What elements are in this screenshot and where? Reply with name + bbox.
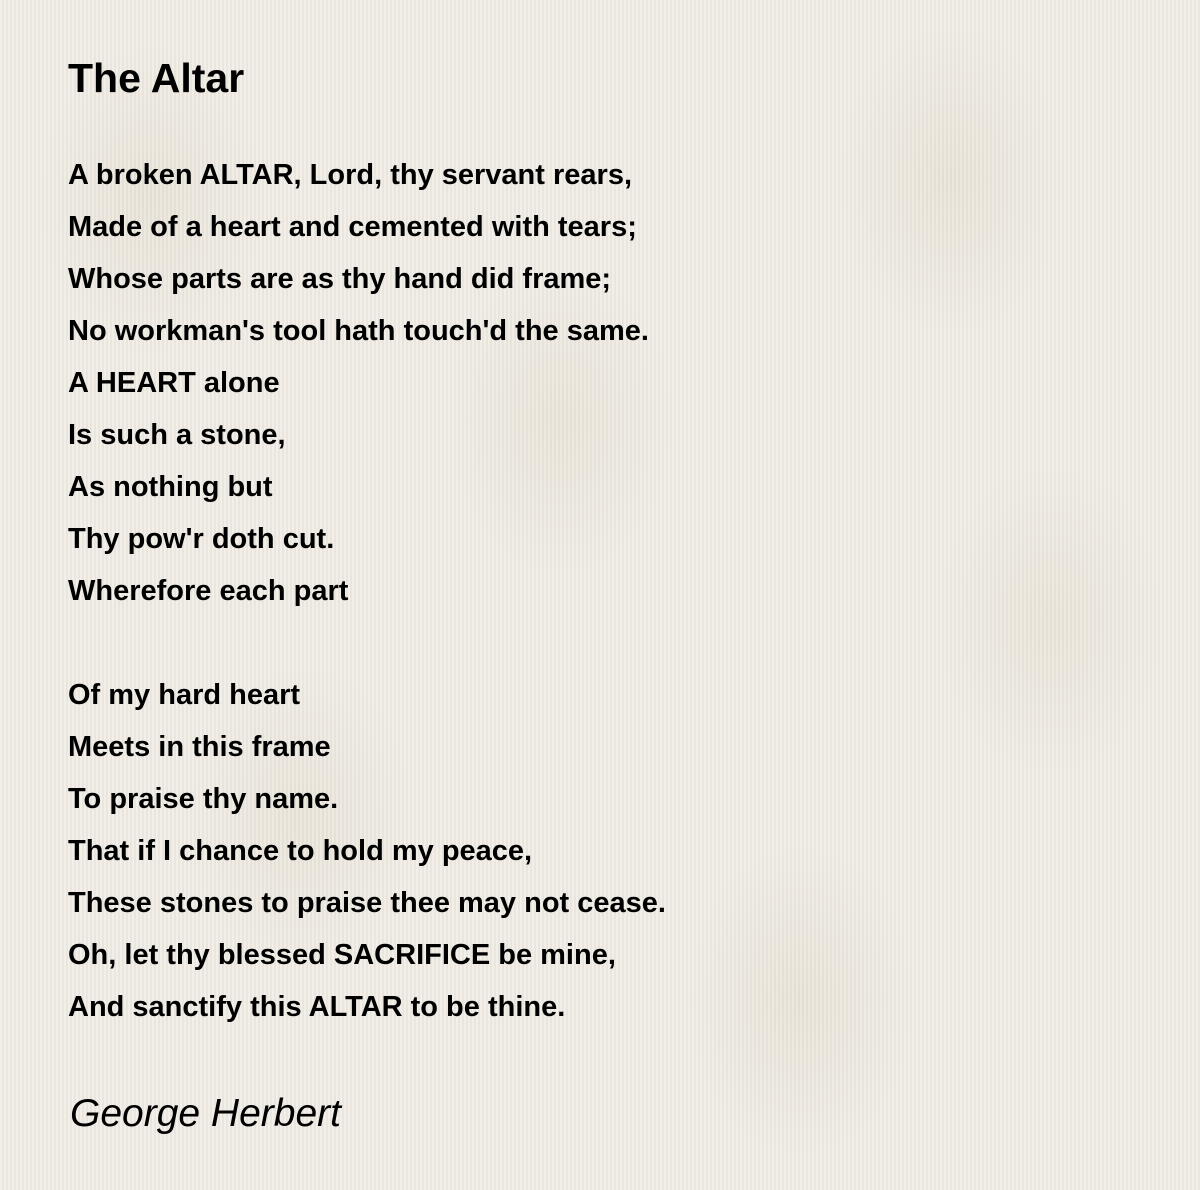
poem-author: George Herbert [70, 1092, 341, 1135]
stanza-2 [68, 669, 1148, 1033]
poem-line: And sanctify this ALTAR to be thine. [68, 991, 566, 1023]
poem-line: To praise thy name. [68, 783, 339, 815]
poem-title: The Altar [68, 55, 245, 101]
poem-line: No workman's tool hath touch'd the same. [68, 315, 649, 347]
poem-line: These stones to praise thee may not cease. [68, 887, 666, 919]
poem-line: Wherefore each part [68, 575, 349, 607]
poem-line: That if I chance to hold my peace, [68, 835, 533, 867]
poem-line: Thy pow'r doth cut. [68, 523, 335, 555]
poem-line: Is such a stone, [68, 419, 286, 451]
poem-line: Of my hard heart [68, 679, 301, 711]
poem-body [68, 149, 1148, 1033]
stanza-break [68, 617, 1148, 669]
poem-line: A HEART alone [68, 367, 280, 399]
poem-line: A broken ALTAR, Lord, thy servant rears, [68, 159, 632, 191]
poem-line: Whose parts are as thy hand did frame; [68, 263, 612, 295]
poem-line: Meets in this frame [68, 731, 331, 763]
stanza-1 [68, 149, 1148, 617]
poem-line: As nothing but [68, 471, 273, 503]
poem-line: Made of a heart and cemented with tears; [68, 211, 637, 243]
poem-line: Oh, let thy blessed SACRIFICE be mine, [68, 939, 616, 971]
